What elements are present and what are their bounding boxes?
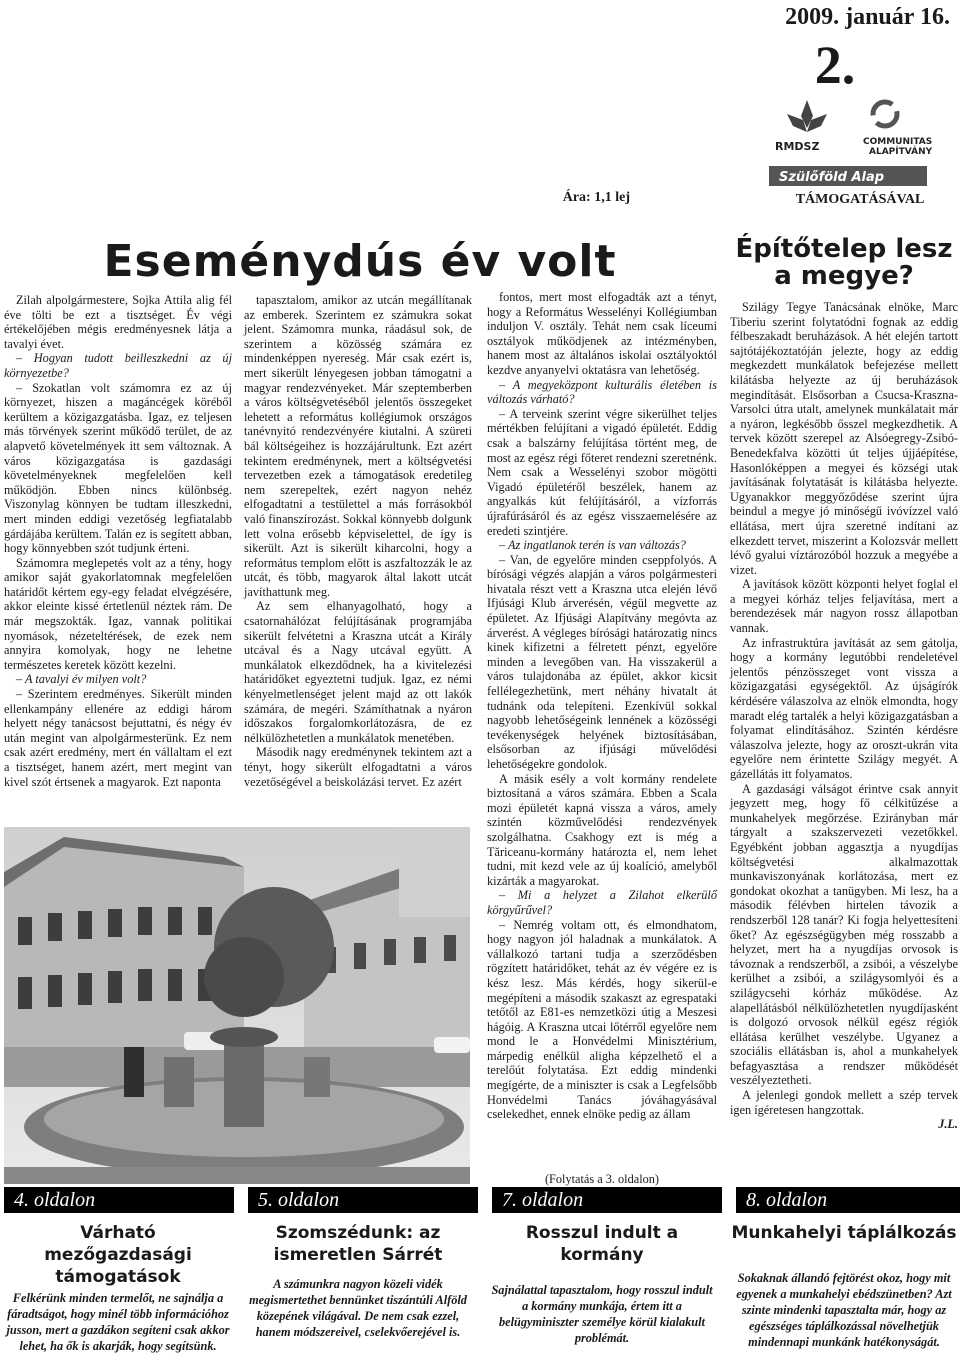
- side-headline: Építőtelep lesz a megye?: [735, 234, 953, 292]
- continuation-note: (Folytatás a 3. oldalon): [544, 1172, 660, 1186]
- promo-page-8-text: Sokaknak állandó fejtörést okoz, hogy mit egyenek a munkahelyi ebédszünetben? Azt szinte mindenki tapasztalta már, hogy az egészséges táplálkozással növelhetjük mindennapi munkánk hatékonyságát.: [736, 1271, 952, 1349]
- article-paragraph: Második nagy eredménynek tekintem azt a tényt, hogy sikerült elfogadtatni a város vezetőségével a beiskolázási tervet. Ez azért: [244, 745, 472, 789]
- promo-page-4-text: Felkérünk minden termelőt, ne sajnálja a fáradtságot, hogy minél több információhoz jusson, mert a gazdákon segíteni csak akkor lehet, ha ők is akarják, hogy segítsünk.: [6, 1291, 230, 1353]
- article-paragraph: A másik esély a volt kormány rendelete biztosítaná a város számára. Ebben a Scala mozi épületét kapná vissza a város, amely szintén közművelődési rendezvények szolgálhatna. Csakhogy ezt is még a Tăriceanu-kormány határozta el, nem lehet tudni, mit kezd vele az új koalíció, amelyből kizárták a magyarokat.: [487, 771, 717, 888]
- article-paragraph: A javítások között központi helyet foglal el a megyei kórház teljes feljavítása, mert a berendezések már nagyon rossz állapotban vannak.: [730, 577, 958, 636]
- promo-page-4-title[interactable]: Várható mezőgazdasági támogatások: [44, 1223, 192, 1287]
- article-signature: J.L.: [938, 1117, 958, 1132]
- main-article-column-1: [4, 293, 232, 789]
- promo-page-5-text: A számunkra nagyon közeli vidék megismertethet bennünket tiszántúli Alföld közepének világával. De nem csak ezzel, hanem módszereivel, cselekvőerejével is.: [249, 1277, 467, 1339]
- support-label: TÁMOGATÁSÁVAL: [795, 192, 925, 207]
- article-paragraph: – A terveink szerint végre sikerülhet teljes mértékben felújítani a vigadó épületét. Eddig csak a balszárny felújítása történt meg, de most az egész régi főteret rendezni szeretnénk. Nem csak a Wesselényi szobor mögötti Vigadó épületéről beszélek, hanem az angyalkás kút felújításáról, a vízforrás újrafúrásáról és az egész visszaemelésére az eredeti szintjére.: [487, 406, 717, 538]
- article-paragraph: Szilágy Tegye Tanácsának elnöke, Marc Tiberiu szerint folytatódni fognak az eddig félbeszakadt beruházások. A hét elején tartott sajtótájékoztatóján jelezte, hogy az eddig megkezdett munkálatok befejezése mellett kilátásba helyezte az új beruházások megindítását. Elsősorban a Csucsa-Kraszna-Varsolci útra utalt, amelynek munkálatait már a nyáron, legkésőbb ősszel megkezdhetik. A tervek között szerepel az Alsóegregy-Zsibó-Benedekfalva közötti út teljes újjáépítése, Hasonlóképpen a megyei és községi utak javításának folytatását is kilátásba helyezte. Ugyanakkor meggyőződése szerint újra beindul a megye jó minőségű ivóvízzel való ellátása, mert újra szeretné indítani az elkezdett tervet, miszerint a Kolozsvár mellett lévő gyalui víztározóból hozzuk a megyébe a vizet.: [730, 300, 958, 577]
- main-headline: Eseménydús év volt: [103, 236, 617, 287]
- article-paragraph: A jelenlegi gondok mellett a szép tervek igen ígéretesen hangzottak.: [730, 1088, 958, 1117]
- rmdsz-logo: [765, 96, 955, 186]
- promo-page-5-label[interactable]: 5. oldalon: [248, 1187, 478, 1213]
- article-paragraph: tapasztalom, amikor az utcán megállítanak az emberek. Szerintem ez számukra sokat jelent. Számomra munka, ráadásul sok, de szerintem a közösség számára ez mindenképpen nyereség. Már csak ezért is, mert sikerült lényegesen jobban támogatni a magyar rendezvényeket. Már szeptemberben a város költségvetéséből jelentős összegeket lehetett a református kollégiumok országos tanévnyitó rendezvényére kiutalni. A szüreti bál költségeihez is hozzájárultunk. Ezt azért tekintem eredménynek, mert a költségvetési tervezetben ezek a támogatások eredetileg nem szerepeltek, ezért nagyon nehéz elfogadtatni a testülettel a más forrásokból való finanszírozást. Sokkal könnyebb dolgunk lett volna erősebb képviselettel, de így is sikerült. Azt is sikerült kiharcolni, hogy a református templom előtt is aszfaltozzák le az utcát, és több, magyarok által lakott utcát javíthattunk meg.: [244, 293, 472, 599]
- promo-page-8-title[interactable]: Munkahelyi táplálkozás: [731, 1223, 957, 1243]
- issue-number: 2.: [814, 35, 856, 95]
- promo-page-4-label[interactable]: 4. oldalon: [4, 1187, 234, 1213]
- communitas-text: COMMUNITAS: [863, 137, 933, 147]
- town-square-photo: [4, 827, 470, 1184]
- sponsor-logos: [765, 96, 955, 186]
- article-paragraph: A gazdasági válságot érintve csak annyit jegyzett meg, hogy fő célkitűzése a munkahelyek megőrzése. Ezirányban már tárgyalt a szakszervezeti vezetőkkel. Egyébként jobban aggasztja a nyugdíjas költségvetési alkalmazottak munkaviszonyának korlátozása, mert ez gondokat okozhat a tanügyben. Mi lesz, ha a második félévben hirtelen távozik a rendszerből 128 tanár? Ki fogja helyettesíteni őket? Az egészségügyben még rosszabb a helyzet, mert ha a nyugdíjas orvosok is távoznak a rendszerből, a zsibói, a vészelybe kerülhet a zsibói, a szilágysomlyói és a szilágycsehi kórház működése. Az alapellátásból nélkülözhetetlen nyugdíjasként is dolgozó orvosok nélkül egész régiók ellátása kerülhet veszélybe. Ugyanez a szociális ellátásban is, ahol a munkahelyek befagyasztása a rendszer működését veszélyeztetheti.: [730, 781, 958, 1088]
- article-paragraph: Számomra meglepetés volt az a tény, hogy amikor saját gyakorlatomnak megfelelően határidőt kértem egy-egy feladat elvégzésére, akkor eleinte kissé értetlenül néztek rám. De már megszokták. Igaz, vannak politikai nyomások, nézeteltérések, de ezek nem annyira komolyak, hogy ne lehetne természetes keretek között kezelni.: [4, 555, 232, 672]
- article-paragraph: – Nemrég voltam ott, és elmondhatom, hogy nagyon jól haladnak a munkálatok. A vállalkozó tartani tudja a szerződésben rögzített határidőket, tehát az év végére ez is kész lesz. Más kérdés, hogy sikerül-e megépíteni a második szakaszt az egrespataki tetőtől az E81-es nemzetközi útig a Meszesi hágóig. A Kraszna utcai lőtérről egyelőre nem mond le a Honvédelmi Minisztérium, márpedig enélkül aligha képzelhető el a terelőút folytatása. Ezt eddig mindenki megígérte, de a miniszter is csak a Legfelsőbb Honvédelmi Tanács jóváhagyásával cselekedhet, ennek elnöke pedig az állam: [487, 917, 717, 1122]
- issue-date: 2009. január 16.: [785, 4, 950, 30]
- szulofold-text: Szülőföld Alap: [779, 170, 885, 185]
- promo-page-8-label[interactable]: 8. oldalon: [736, 1187, 960, 1213]
- interview-question: – Az ingatlanok terén is van változás?: [499, 538, 686, 553]
- article-paragraph: – Szokatlan volt számomra ez az új környezet, hiszen a magáncégek köréből kerültem a közigazgatásba. Igaz, ez teljesen más törvények szerint működő terület, de az alapvető követelmények itt sem változnak. A város közigazgatása is gazdasági követelményeknek megfelelően kell működjön. Ebben nincs különbség. Viszonylag könnyen be tudtam illeszkedni, mert minden eddigi vezetőség legfiatalabb gárdájába kerültem. Talán ez is segített abban, hogy könnyebben szót tudjunk érteni.: [4, 380, 232, 556]
- article-paragraph: Zilah alpolgármestere, Sojka Attila alig fél éve tölti be ezt a tisztséget. Év végi értékelőjében mégis eredményesnek látja a tavalyi évet.: [4, 293, 232, 351]
- article-paragraph: – Van, de egyelőre minden cseppfolyós. A bírósági végzés alapján a város polgármesteri hivatala részt vett a Kraszna utca elején lévő Ifjúsági Klub árverésén, végül megvette az épületet. Az Ifjúsági Alapítvány megóvta az árverést. A végleges bírósági határozatig nincs kinek kifizetni a félretett pénzt, egyelőre minden a levegőben van. Ha visszakerül a város tulajdonába az épület, akkor kicsit fellélegezhetünk, mert néhány hivatalt át tudnánk oda telepíteni. Ezenkívül sokkal nagyobb lehetőségeink lennének a közösségi tevékenységek helyének biztosításában, elsősorban az ifjúsági művelődési lehetőségekre gondolok.: [487, 552, 717, 771]
- article-paragraph: Az infrastruktúra javítását az sem gátolja, hogy a kormány legutóbbi rendeletével jelentős pénzösszeget vont vissza a közigazgatási egységektől. Az újságírók kérdésére válaszolva az elnök elmondta, hogy maradt elég tartalék a helyi közigazgatásban a folyamat elindításához. Szintén kérdésre válaszolva jelezte, hogy az oroszt-ukrán vita egyelőre nem érintette Szilágy megyét. A gázellátás itt folyamatos.: [730, 635, 958, 781]
- promo-page-7-label[interactable]: 7. oldalon: [492, 1187, 722, 1213]
- rmdsz-text: RMDSZ: [775, 140, 820, 153]
- promo-page-7-title[interactable]: Rosszul indult a kormány: [525, 1223, 679, 1265]
- article-paragraph: Az sem elhanyagolható, hogy a csatornahálózat felújításának programjába sikerült felvétetni a Kraszna utcát a Király utcával és a Nagy utcával együtt. A munkálatok elkezdődnek, ha a kivitelezési határidőket egyeztetni tudjuk. Igaz, ez némi kényelmetlenséget jelent majd az ott lakók számára, de megéri. Számíthatnak a nyáron időszakos forgalomkorlátozásra, de ez nélkülözhetetlen a munkálatok menetében.: [244, 599, 472, 745]
- alapitvany-text: ALAPÍTVÁNY: [869, 147, 933, 157]
- promo-page-5-title[interactable]: Szomszédunk: az ismeretlen Sárrét: [273, 1223, 443, 1265]
- main-article-column-2: [244, 293, 472, 789]
- side-article-column: [730, 300, 958, 1132]
- interview-question: – A tavalyi év milyen volt?: [16, 672, 147, 687]
- interview-question: – Hogyan tudott beilleszkedni az új környezetbe?: [4, 351, 232, 380]
- main-article-column-3: [487, 290, 717, 1122]
- promo-page-7-text: Sajnálattal tapasztalom, hogy rosszul indult a kormány munkája, értem itt a belügyminiszter személye körül kialakult problémát.: [491, 1283, 713, 1345]
- article-paragraph: – Szerintem eredményes. Sikerült minden ellenkampány ellenére az eddigi három helyett négy tanácsost bejuttatni, és négy év után megint van alpolgármesterünk. Ez nem csak azért eredmény, mert én vállaltam el ezt a tisztséget, hanem azért, mert megint van kivel szót értsenek a magyarok. Ezt naponta: [4, 687, 232, 789]
- interview-question: – Mi a helyzet a Zilahot elkerülő körgyűrűvel?: [487, 888, 717, 917]
- article-paragraph: fontos, mert most elfogadták azt a tényt, hogy a Református Wesselényi Kollégiumban induljon V. osztály. Tehát nem csak líceumi osztályok működjenek az intézményben, hanem most az általános iskolai osztályoktól kezdve anyanyelvi oktatásra van lehetőség.: [487, 290, 717, 377]
- interview-question: – A megyeközpont kulturális életében is változás várható?: [487, 377, 717, 407]
- price: Ára: 1,1 lej: [562, 190, 630, 205]
